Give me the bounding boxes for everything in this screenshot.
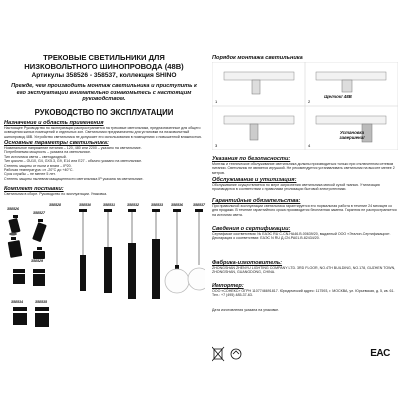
date-section <box>212 308 398 312</box>
pendant-lamp-drawing <box>79 209 87 291</box>
diagram-title: Порядок монтажа светильника <box>212 55 303 61</box>
eac-mark: EAC <box>370 348 390 359</box>
params-item: Степень защиты от пыли и влаги – IP20. <box>4 163 72 168</box>
params-item: Тип источника света – светодиодный. <box>4 154 67 159</box>
step-number: 2 <box>308 99 311 104</box>
product-code: 358533 <box>151 203 163 207</box>
spot-lamp-drawing <box>8 237 23 258</box>
params-heading: Основные параметры светильника: <box>4 140 109 146</box>
spot-lamp-drawing <box>13 269 45 286</box>
purpose-heading: Назначение и область применения <box>4 120 104 126</box>
step-number: 4 <box>308 143 311 148</box>
click-label: Щелчок! 48В <box>324 94 352 99</box>
params-item: Срок службы – не менее 5 лет. <box>4 172 56 177</box>
maker-text: ZHONGSHAN ZHENYU LIGHTING COMPANY LTD. 3RD FLOOR, NO.4TH BUILDING, NO.178, GUZHEN TOWN, ZHONGSHAN, GUANGDONG, CHINA. <box>212 266 396 275</box>
params-item: Степень защиты пылевлагозащищенности светильника IP указана на светильнике. <box>4 176 144 181</box>
track-rail-drawing <box>316 72 386 92</box>
globe-pendant-drawing <box>188 209 205 290</box>
product-code: 358527 <box>33 211 45 215</box>
product-drawings <box>3 207 205 367</box>
pendant-lamp-drawing <box>152 209 160 299</box>
title-line-2: НИЗКОВОЛЬТНОГО ШИНОПРОВОДА (48В) <box>24 62 184 71</box>
product-code: 358526 <box>7 207 19 211</box>
params-item: Потребляемая мощность – указана на светильнике. <box>4 150 91 155</box>
warranty-section <box>212 198 398 217</box>
done-label: Установка завершена! <box>339 130 365 140</box>
articles-line <box>3 72 205 79</box>
params-item: Тип цоколя – GU10, G4, GX5.3, G9, E14 или E27 - обычно указано на светильнике. <box>4 159 143 164</box>
maint-text: Обслуживание осуществляется по мере загрязнения светильника мягкой сухой тканью. Утилизация производится в соответствии с правилами утилизации бытовой электротехники. <box>212 183 380 192</box>
track-rail-drawing <box>224 116 294 140</box>
collection-name: SHINO <box>155 72 177 79</box>
safety-section <box>212 156 398 175</box>
step-number: 1 <box>215 99 218 104</box>
spot-lamp-drawing <box>32 219 47 242</box>
product-code: 358535 <box>35 300 47 304</box>
safety-heading: Указания по безопасности: <box>212 156 291 162</box>
importer-heading: Импортер: <box>212 283 244 289</box>
square-lamp-drawing <box>13 307 49 327</box>
articles-prefix: Артикулы <box>31 72 65 79</box>
mounting-diagram <box>212 62 398 150</box>
product-code: 358531 <box>103 203 115 207</box>
crossed-bin-icon <box>212 347 224 361</box>
manual-title: РУКОВОДСТВО ПО ЭКСПЛУАТАЦИИ <box>34 108 174 117</box>
pendant-lamp-drawing <box>128 209 136 299</box>
kit-text: Светильник в сборе. Руководство по эксплуатации. Упаковка. <box>4 192 108 196</box>
articles-range: 358526 - 358537 <box>65 72 116 79</box>
product-code: 358529 <box>31 259 43 263</box>
title-line-1: ТРЕКОВЫЕ СВЕТИЛЬНИКИ ДЛЯ <box>43 53 165 62</box>
disposal-marks <box>212 346 272 362</box>
globe-pendant-drawing <box>165 209 189 293</box>
product-gallery <box>3 203 205 367</box>
warning-text: Прежде, чем производить монтаж светильника и приступить к его эксплуатации внимательно ознакомьтесь с настоящим руководством. <box>11 83 197 103</box>
track-rail-drawing <box>224 72 294 94</box>
cert-heading: Сведения о сертификации: <box>212 226 291 232</box>
cert-text: Сертификат соответствия: № ЕАЭС RU C-CN.НА46.В.00639/20, выданный ООО «Эталон-Сертификация». Декларация о соответствии: ЕАЭС N RU Д-CN.РА01.В.82434/20. <box>212 232 391 241</box>
params-item: Рабочая температура: от -20°С до +40°С. <box>4 168 74 173</box>
spot-lamp-drawing <box>8 215 20 236</box>
product-code: 358536 <box>171 203 183 207</box>
warranty-text: При правильной эксплуатации светильника гарантируется его нормальная работа в течение 24 месяцев со дня продажи. В течение гарантийного срока производится бесплатная замена. Гарантия не распространяется на источник света. <box>212 204 397 217</box>
date-text: Дата изготовления указана на упаковке. <box>212 308 280 312</box>
maker-heading: Фабрика-изготовитель: <box>212 260 283 266</box>
collection-prefix: , коллекция <box>115 72 154 79</box>
spot-lamp-drawing <box>33 247 45 259</box>
product-code: 358530 <box>79 203 91 207</box>
product-code: 358532 <box>127 203 139 207</box>
kit-section <box>4 186 204 196</box>
recycle-icon <box>231 349 241 359</box>
kit-heading: Комплект поставки: <box>4 186 64 192</box>
product-code: 358537 <box>193 203 205 207</box>
safety-text: Монтаж и техническое обслуживание светильника должны производиться только при отключенном сетевом питании. Светильник не является игрушкой. Не рекомендуется устанавливать светильник на высоте менее 2 метров. <box>212 162 395 175</box>
params-item: Номинальное напряжение питания – 120, 480 или 2200 – указано на светильнике. <box>4 146 142 150</box>
cert-section <box>212 226 398 241</box>
params-section <box>4 140 204 181</box>
purpose-section <box>4 120 204 139</box>
product-code: 358534 <box>11 300 23 304</box>
step-number: 3 <box>215 143 218 148</box>
maint-heading: Обслуживание и утилизация: <box>212 177 297 183</box>
importer-text: ООО «СОНЕКС» ОГРН 1107746691817. Юридический адрес: 117593, г. МОСКВА, ул. Юрьевская, д. 5, кв. 61. Тел.: +7 (495) 485-37-63. <box>212 289 395 298</box>
purpose-text: Настоящее Руководство по эксплуатации распространяется на трековые светильники, предназначенные для общего освещения жилых помещений и отдельных зон. Светильники предназначены для установки на низковольтный шинопровод 48В. Устройство светильника не допускает его использования в помещениях с повышенной влажностью. <box>4 126 203 139</box>
maint-section <box>212 177 398 192</box>
warranty-heading: Гарантийные обязательства: <box>212 198 301 204</box>
page-title <box>3 53 205 71</box>
pendant-lamp-drawing <box>104 209 112 293</box>
maker-section <box>212 260 398 275</box>
product-code: 358528 <box>49 203 61 207</box>
importer-section <box>212 283 398 298</box>
